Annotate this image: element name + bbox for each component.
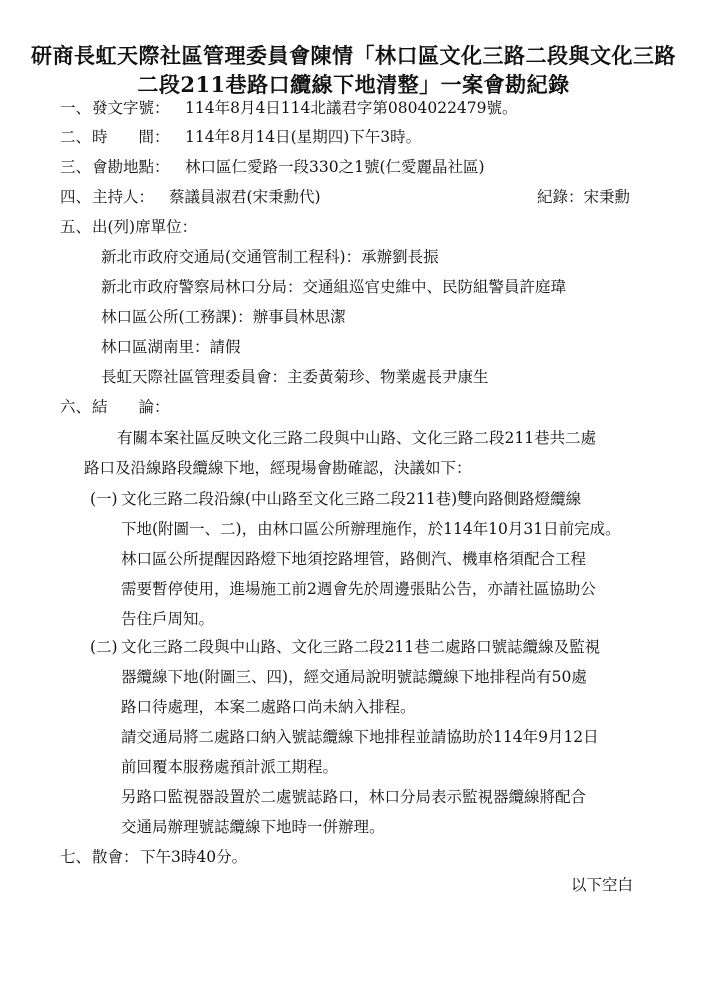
item-value: 下午3時40分。 xyxy=(140,848,248,866)
item-label: 會勘地點： xyxy=(92,158,170,176)
point-line: 交通局辦理號誌纜線下地時一併辦理。 xyxy=(121,818,385,836)
item-label: 發文字號： xyxy=(92,99,170,117)
item-number: 五、 xyxy=(60,218,92,236)
item-label: 出(列)席單位： xyxy=(92,218,198,236)
point-line: 前回覆本服務處預計派工期程。 xyxy=(121,758,339,776)
point-line: 另路口監視器設置於二處號誌路口，林口分局表示監視器纜線將配合 xyxy=(121,788,587,806)
item-number: 六、 xyxy=(60,398,92,416)
document-title-line-2: 二段211巷路口纜線下地清整」一案會勘紀錄 xyxy=(137,72,570,97)
item-number: 三、 xyxy=(60,158,92,176)
point-line: 文化三路二段沿線(中山路至文化三路二段211巷)雙向路側路燈纜線 xyxy=(121,490,582,508)
point-line: 需要暫停使用，進場施工前2週會先於周邊張貼公告，亦請社區協助公 xyxy=(121,580,596,598)
item-number: 七、 xyxy=(60,848,92,866)
attendee-line: 林口區湖南里：請假 xyxy=(101,338,241,356)
conclusion-intro-line: 路口及沿線路段纜線下地，經現場會勘確認，決議如下： xyxy=(84,459,472,477)
item-label: 結 論： xyxy=(92,398,170,416)
item-label: 時 間： xyxy=(92,128,170,146)
item-number: 一、 xyxy=(60,99,92,117)
point-marker: (一) xyxy=(90,490,118,508)
point-line: 林口區公所提醒因路燈下地須挖路埋管，路側汽、機車格須配合工程 xyxy=(121,550,587,568)
item-number: 二、 xyxy=(60,128,92,146)
attendee-line: 長虹天際社區管理委員會：主委黃菊珍、物業處長尹康生 xyxy=(101,368,489,386)
item-label: 主持人： xyxy=(92,188,155,206)
item-label: 散會： xyxy=(92,848,139,866)
footer-note: 以下空白 xyxy=(571,876,634,894)
item-number: 四、 xyxy=(60,188,92,206)
item-value: 114年8月14日(星期四)下午3時。 xyxy=(185,128,422,146)
point-line: 下地(附圖一、二)，由林口區公所辦理施作，於114年10月31日前完成。 xyxy=(121,520,621,538)
point-line: 器纜線下地(附圖三、四)，經交通局說明號誌纜線下地排程尚有50處 xyxy=(121,668,587,686)
point-line: 告住戶周知。 xyxy=(121,610,215,628)
attendee-line: 新北市政府警察局林口分局：交通組巡官史維中、民防組警員許庭瑋 xyxy=(101,278,567,296)
conclusion-intro-line: 有關本案社區反映文化三路二段與中山路、文化三路二段211巷共二處 xyxy=(117,429,597,447)
item-value: 林口區仁愛路一段330之1號(仁愛麗晶社區) xyxy=(185,158,485,176)
item-value: 114年8月4日114北議君字第0804022479號。 xyxy=(185,99,518,117)
point-marker: (二) xyxy=(90,638,118,656)
recorder: 紀錄：宋秉勳 xyxy=(537,188,631,206)
attendee-line: 林口區公所(工務課)：辦事員林思潔 xyxy=(101,308,346,326)
document-title-line-1: 研商長虹天際社區管理委員會陳情「林口區文化三路二段與文化三路 xyxy=(31,43,676,68)
point-line: 文化三路二段與中山路、文化三路二段211巷二處路口號誌纜線及監視 xyxy=(121,638,601,656)
attendee-line: 新北市政府交通局(交通管制工程科)：承辦劉長振 xyxy=(101,248,439,266)
point-line: 請交通局將二處路口納入號誌纜線下地排程並請協助於114年9月12日 xyxy=(121,728,599,746)
item-value: 蔡議員淑君(宋秉勳代) xyxy=(169,188,321,206)
point-line: 路口待處理，本案二處路口尚未納入排程。 xyxy=(121,698,416,716)
